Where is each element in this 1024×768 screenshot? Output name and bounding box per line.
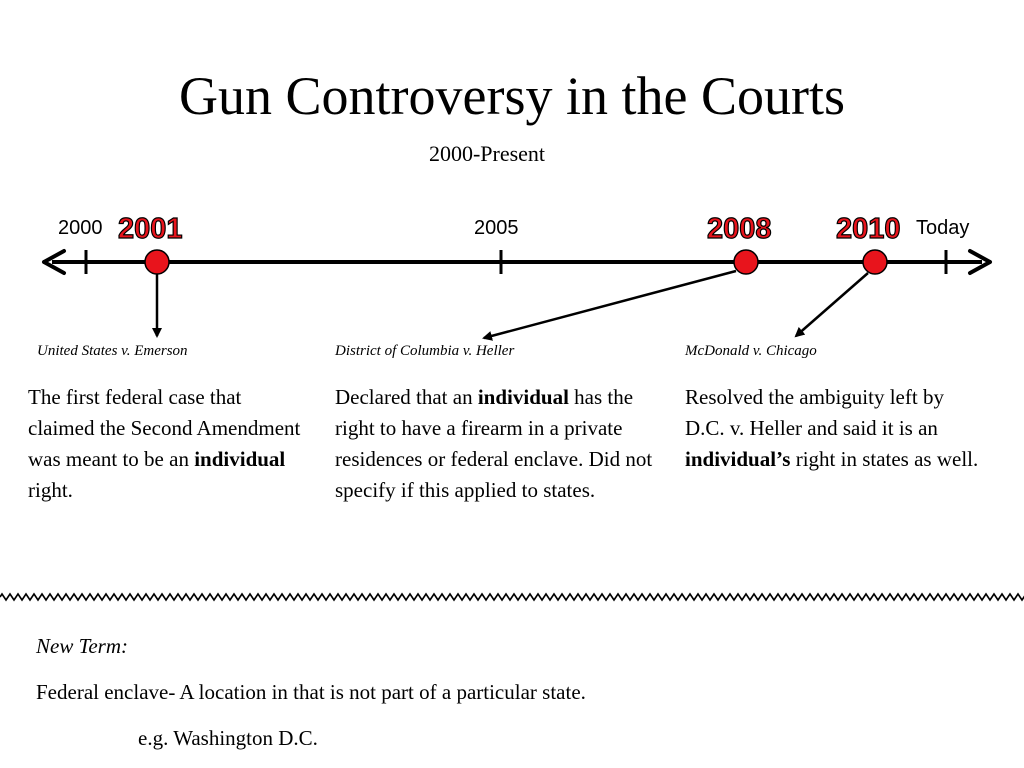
description-text: right. bbox=[28, 478, 73, 502]
emphasis-text: individual’s bbox=[685, 447, 791, 471]
description-text: Declared that an bbox=[335, 385, 478, 409]
new-term-example: e.g. Washington D.C. bbox=[138, 726, 318, 750]
case-description-mcdonald bbox=[685, 382, 985, 475]
new-term-definition: Federal enclave- A location in that is not part of a particular state. bbox=[36, 680, 586, 704]
event-marker-2008 bbox=[734, 250, 758, 274]
event-year-2008: 2008 bbox=[707, 213, 772, 245]
description-text: Resolved the ambiguity left by D.C. v. Heller and said it is an bbox=[685, 385, 944, 440]
tick-label-today: Today bbox=[916, 217, 970, 239]
case-description-heller bbox=[335, 382, 665, 506]
case-description-emerson bbox=[28, 382, 313, 506]
case-title-mcdonald: McDonald v. Chicago bbox=[685, 343, 817, 359]
event-year-2001: 2001 bbox=[118, 213, 183, 245]
event-marker-2010 bbox=[863, 250, 887, 274]
section-divider bbox=[0, 591, 1024, 603]
description-text: right in states as well. bbox=[790, 447, 979, 471]
page-title: Gun Controversy in the Courts bbox=[179, 66, 845, 126]
emphasis-text: individual bbox=[477, 385, 569, 409]
tick-label-2000: 2000 bbox=[58, 217, 103, 239]
pointer-arrow-2010 bbox=[796, 273, 868, 336]
emphasis-text: individual bbox=[194, 447, 286, 471]
pointer-arrow-2008 bbox=[484, 271, 736, 338]
event-year-2010: 2010 bbox=[836, 213, 901, 245]
description-text: The first federal case that claimed the Second Amendment was meant to be an bbox=[28, 385, 301, 471]
case-title-emerson: United States v. Emerson bbox=[37, 343, 188, 359]
new-term-label: New Term: bbox=[36, 634, 128, 658]
event-marker-2001 bbox=[145, 250, 169, 274]
tick-label-2005: 2005 bbox=[474, 217, 519, 239]
case-title-heller: District of Columbia v. Heller bbox=[335, 343, 515, 359]
page-subtitle: 2000-Present bbox=[428, 141, 546, 166]
description-text: has the right to have a firearm in a private residences or federal enclave. Did not specify if this applied to states. bbox=[335, 385, 653, 502]
